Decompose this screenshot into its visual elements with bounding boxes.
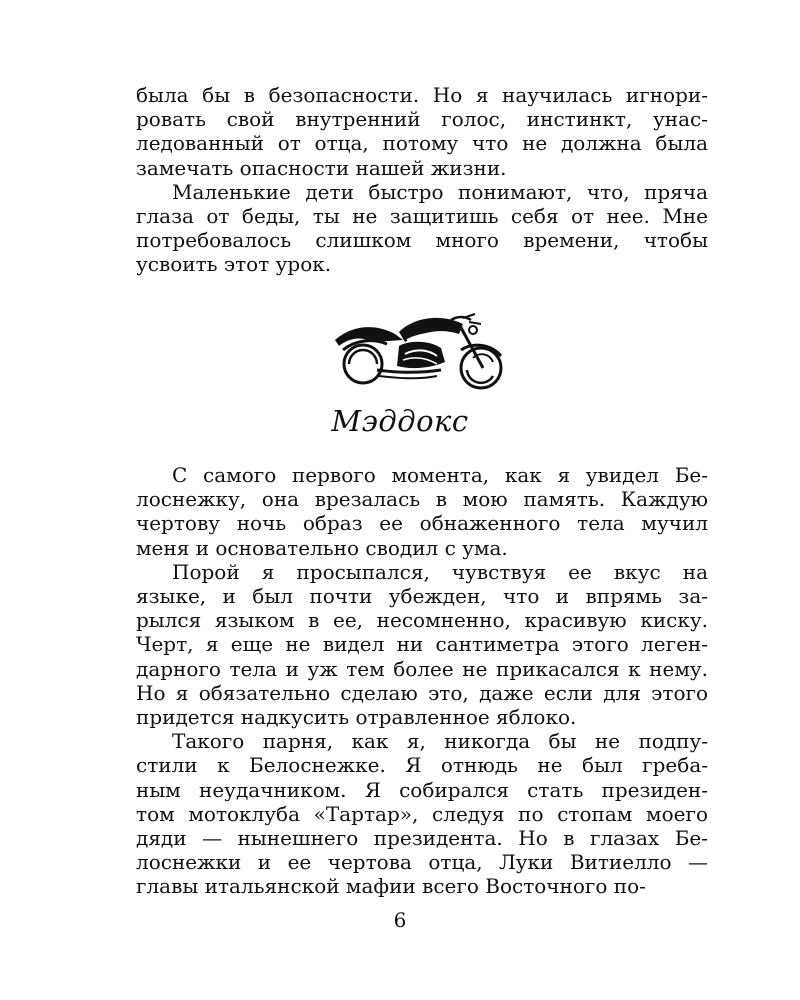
text-line: Порой я просыпался, чувствуя ее вкус на	[172, 559, 708, 584]
paragraph	[136, 729, 708, 898]
text-line: меня и основательно сводил с ума.	[136, 535, 508, 560]
paragraph	[136, 83, 708, 180]
text-line: главы итальянской мафии всего Восточного по-	[136, 874, 646, 899]
text-line: лоснежки и ее чертова отца, Луки Витиелло —	[136, 850, 708, 875]
text-line: рылся языком в ее, несомненно, красивую киску.	[136, 608, 708, 633]
text-line: усвоить этот урок.	[136, 252, 332, 277]
text-line: дяди — нынешнего президента. Но в глазах Бе-	[136, 826, 708, 851]
text-line: потребовалось слишком много времени, чтобы	[136, 228, 708, 253]
text-line: лоснежку, она врезалась в мою память. Каждую	[136, 487, 708, 512]
text-line: Такого парня, как я, никогда бы не подпу-	[172, 729, 708, 754]
text-line: замечать опасности нашей жизни.	[136, 155, 507, 180]
text-block-bottom	[136, 463, 708, 899]
text-line: С самого первого момента, как я увидел Бе-	[172, 463, 708, 487]
paragraph	[136, 560, 708, 729]
text-line: глаза от беды, ты не защитишь себя от нее. Мне	[136, 204, 708, 229]
text-line: ным неудачником. Я собирался стать президен-	[136, 777, 708, 802]
text-line: дарного тела и уж тем более не прикасался к нему.	[136, 656, 708, 681]
text-line: том мотоклуба «Тартар», следуя по стопам моего	[136, 801, 708, 826]
motorcycle-icon	[333, 310, 509, 392]
text-line: стили к Белоснежке. Я отнюдь не был греба-	[136, 753, 708, 778]
paragraph	[136, 180, 708, 277]
text-line: ледованный от отца, потому что не должна была	[136, 131, 708, 156]
chapter-title: Мэддокс	[331, 404, 469, 438]
text-block-top	[136, 83, 708, 277]
text-line: Маленькие дети быстро понимают, что, пряча	[172, 179, 708, 204]
text-line: Но я обязательно сделаю это, даже если для этого	[136, 680, 708, 705]
text-line: языке, и был почти убежден, что и впрямь за-	[136, 584, 708, 609]
page-number: 6	[393, 908, 407, 932]
paragraph	[136, 463, 708, 560]
text-line: была бы в безопасности. Но я научилась игнори-	[136, 83, 708, 107]
text-line: чертову ночь образ ее обнаженного тела мучил	[136, 511, 708, 536]
text-line: придется надкусить отравленное яблоко.	[136, 705, 577, 730]
text-line: Черт, я еще не видел ни сантиметра этого леген-	[136, 632, 708, 657]
text-line: ровать свой внутренний голос, инстинкт, унас-	[136, 107, 708, 132]
